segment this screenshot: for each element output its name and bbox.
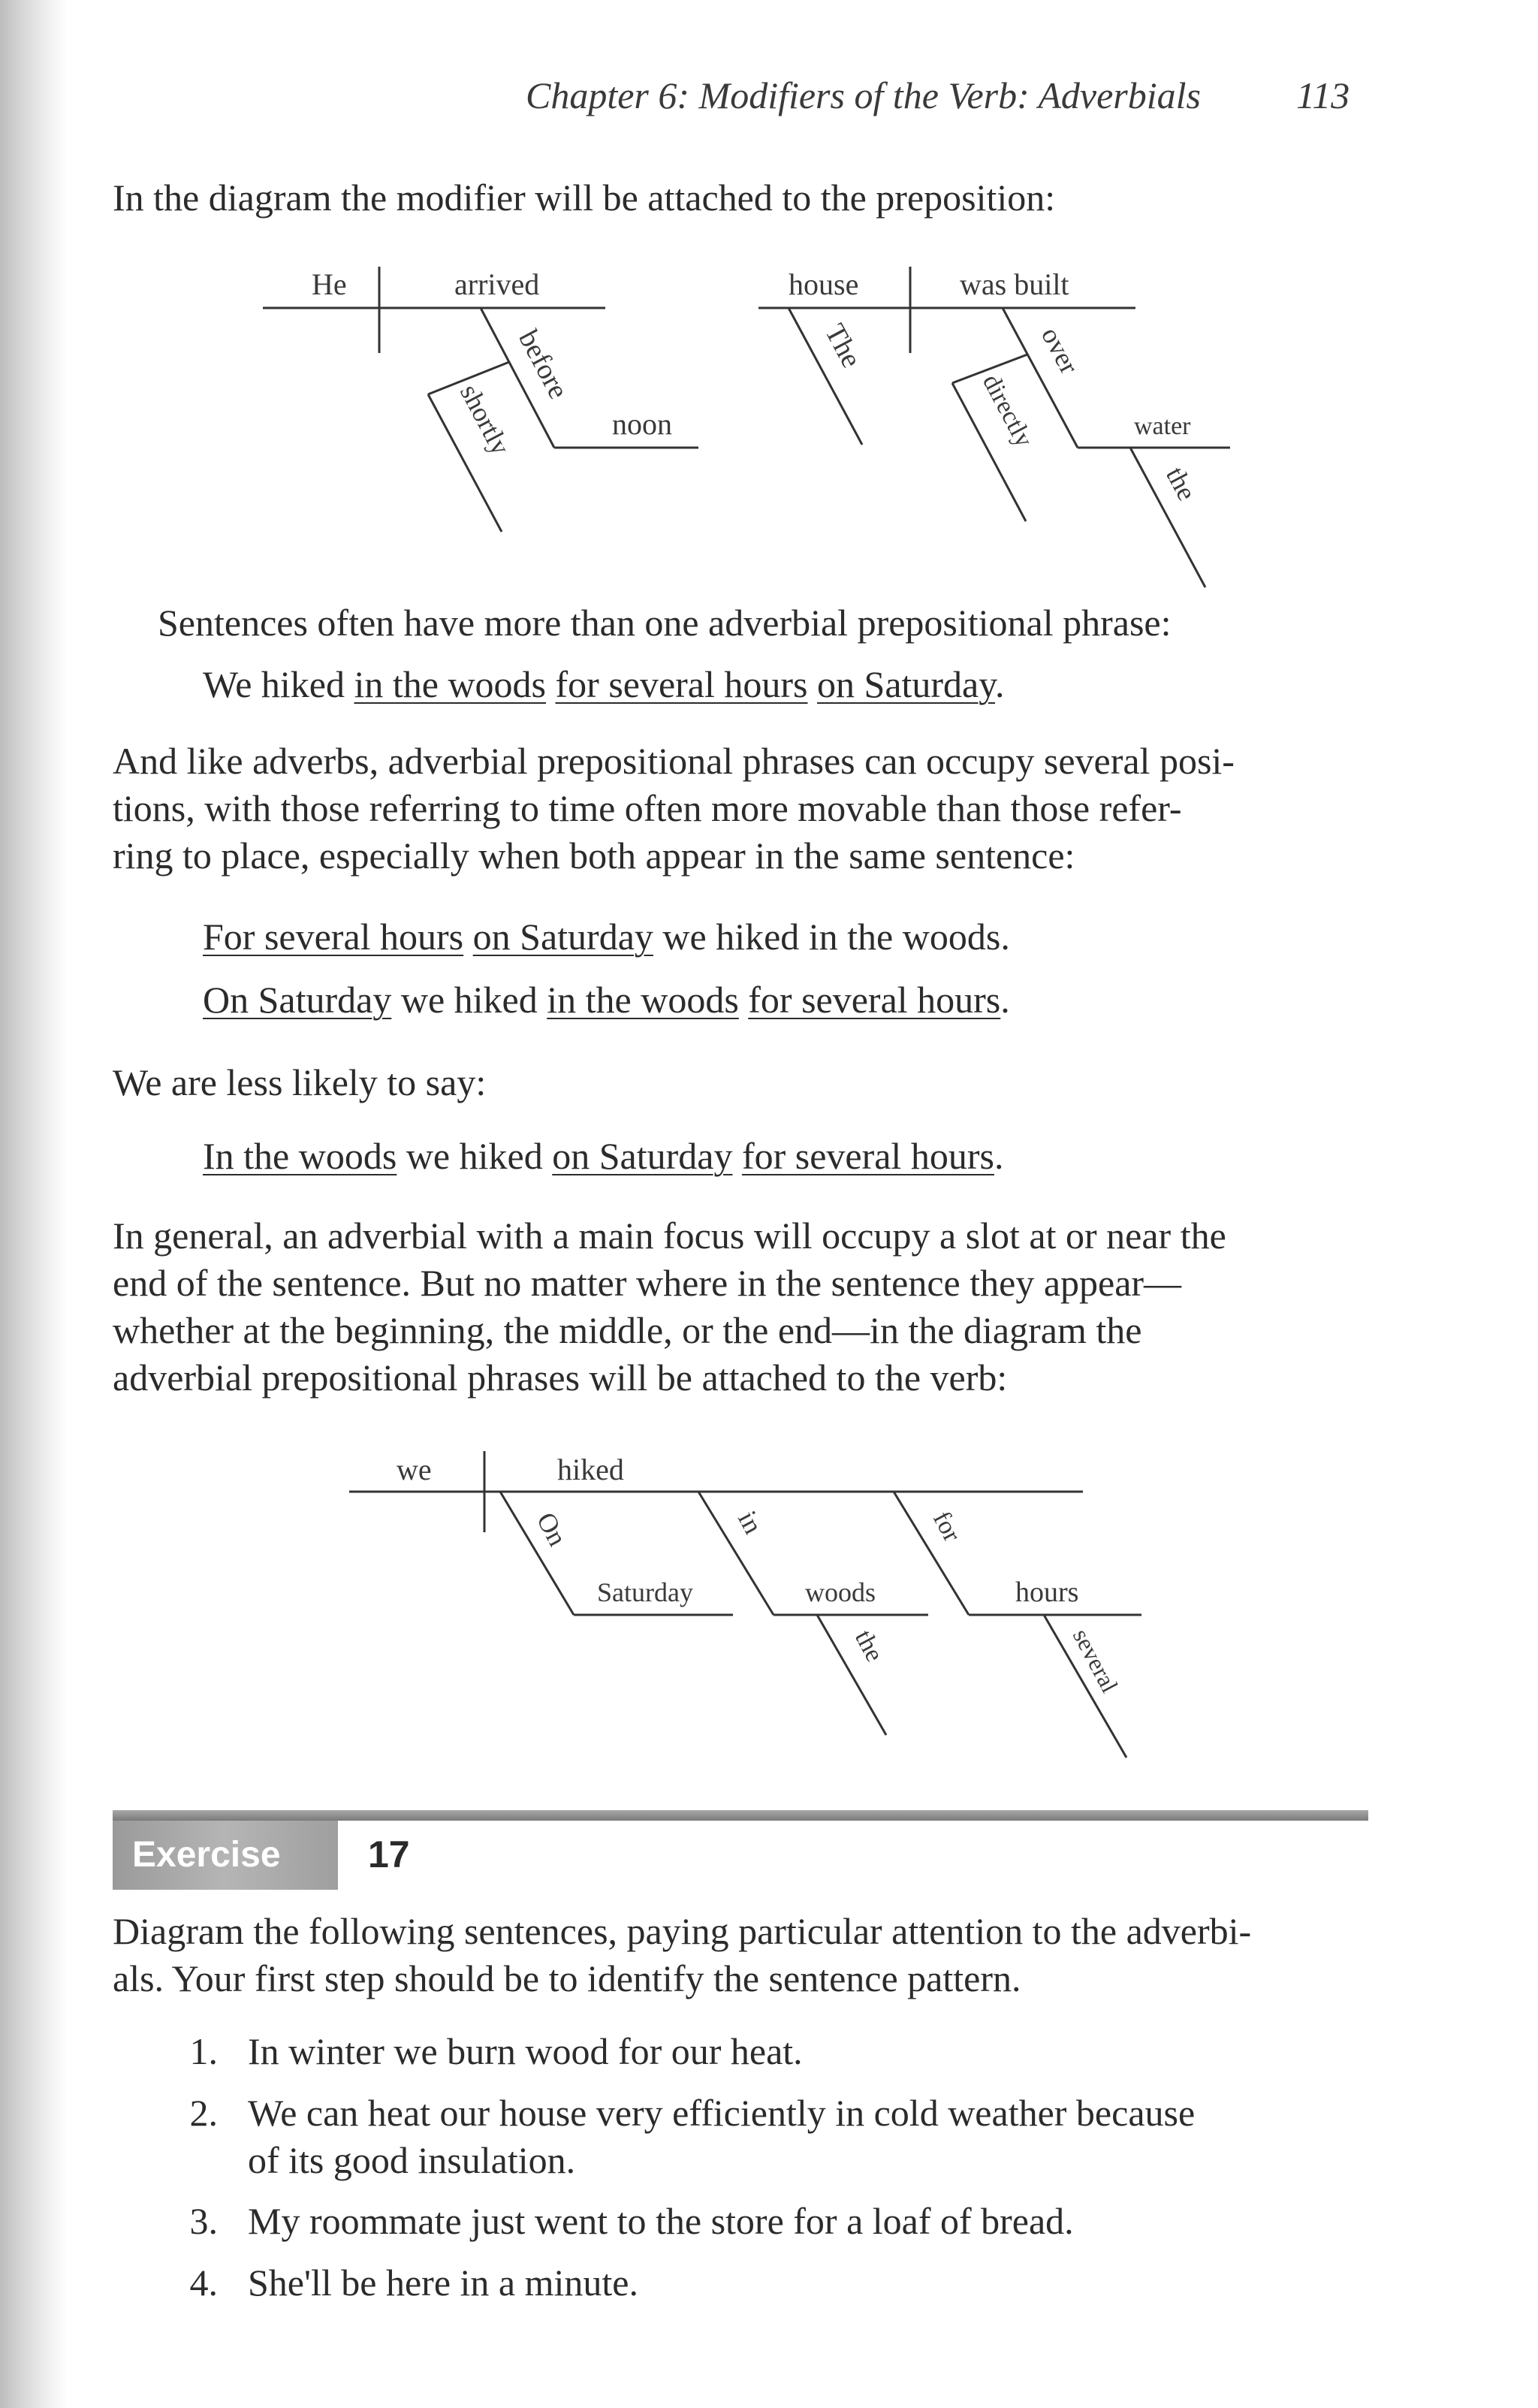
d3-obj1: Saturday [597, 1577, 693, 1607]
underlined-phrase: In the woods [203, 1135, 397, 1177]
d3-prep3-slant [894, 1492, 969, 1615]
d3-det2: the [849, 1625, 889, 1667]
d3-obj2: woods [805, 1577, 876, 1607]
d2-object-determiner: the [1160, 461, 1202, 505]
page-number: 113 [1296, 74, 1350, 116]
paragraph-positions: And like adverbs, adverbial prepositional phrases can occupy several posi- tions, with those referring to time often more movable than those refer- ring to place, especially when both appear in the same sentence: [113, 740, 1235, 877]
underlined-phrase: for several hours [748, 979, 1001, 1021]
d3-prep1-slant [500, 1492, 574, 1615]
d3-prep3: for [927, 1507, 967, 1546]
d3-verb: hiked [557, 1453, 624, 1486]
underlined-phrase: on Saturday [472, 916, 653, 958]
underlined-phrase: in the woods [354, 663, 547, 705]
d2-subject: house [789, 267, 859, 301]
d2-determiner: The [819, 318, 867, 373]
d1-verb: arrived [454, 267, 540, 301]
example-sentence-4: In the woods we hiked on Saturday for several hours. [203, 1135, 1004, 1177]
d3-prep2-slant [698, 1492, 774, 1615]
d2-object: water [1134, 412, 1191, 440]
example-sentence-3: On Saturday we hiked in the woods for several hours. [203, 979, 1010, 1021]
exercise-number: 17 [368, 1833, 410, 1875]
paragraph-less-likely: We are less likely to say: [113, 1061, 487, 1103]
d3-mod3: several [1067, 1624, 1124, 1697]
d3-prep2: in [731, 1505, 769, 1539]
exercise-label-tab: Exercise [113, 1821, 338, 1890]
underlined-phrase: for several hours [555, 663, 808, 705]
d3-prep1: On [530, 1507, 573, 1551]
running-head: Chapter 6: Modifiers of the Verb: Adverbials [526, 74, 1201, 116]
d2-verb: was built [960, 267, 1069, 301]
underlined-phrase: for several hours [741, 1135, 994, 1177]
d2-modifier: directly [976, 370, 1039, 452]
d1-subject: He [312, 267, 347, 301]
underlined-phrase: On Saturday [203, 979, 392, 1021]
paragraph-multiple-phrases: Sentences often have more than one adverbial prepositional phrase: [158, 602, 1172, 644]
underlined-phrase: on Saturday [552, 1135, 733, 1177]
underlined-phrase: in the woods [547, 979, 739, 1021]
d1-object: noon [612, 407, 672, 441]
exercise-instructions: Diagram the following sentences, paying particular attention to the adverbi- als. Your first step should be to identify the sentence pattern. [113, 1910, 1252, 1999]
paragraph-general: In general, an adverbial with a main focus will occupy a slot at or near the end of the sentence. But no matter where in the sentence they appear— whether at the beginning, the middle, or the end—in the diagram the adverbial prepositional phrases will be attached to the verb: [113, 1215, 1226, 1399]
d1-modifier: shortly [454, 379, 517, 460]
underlined-phrase: For several hours [203, 916, 464, 958]
example-sentence-2: For several hours on Saturday we hiked in the woods. [203, 916, 1010, 958]
underlined-phrase: on Saturday [817, 663, 996, 705]
exercise-divider-bar [113, 1810, 1368, 1821]
d3-subject: we [397, 1453, 432, 1486]
d2-preposition: over [1035, 321, 1085, 379]
d3-obj3: hours [1015, 1577, 1079, 1608]
example-sentence-1: We hiked in the woods for several hours on Saturday. [203, 663, 1005, 705]
d1-preposition: before [512, 324, 574, 404]
intro-paragraph: In the diagram the modifier will be attached to the preposition: [113, 177, 1056, 219]
